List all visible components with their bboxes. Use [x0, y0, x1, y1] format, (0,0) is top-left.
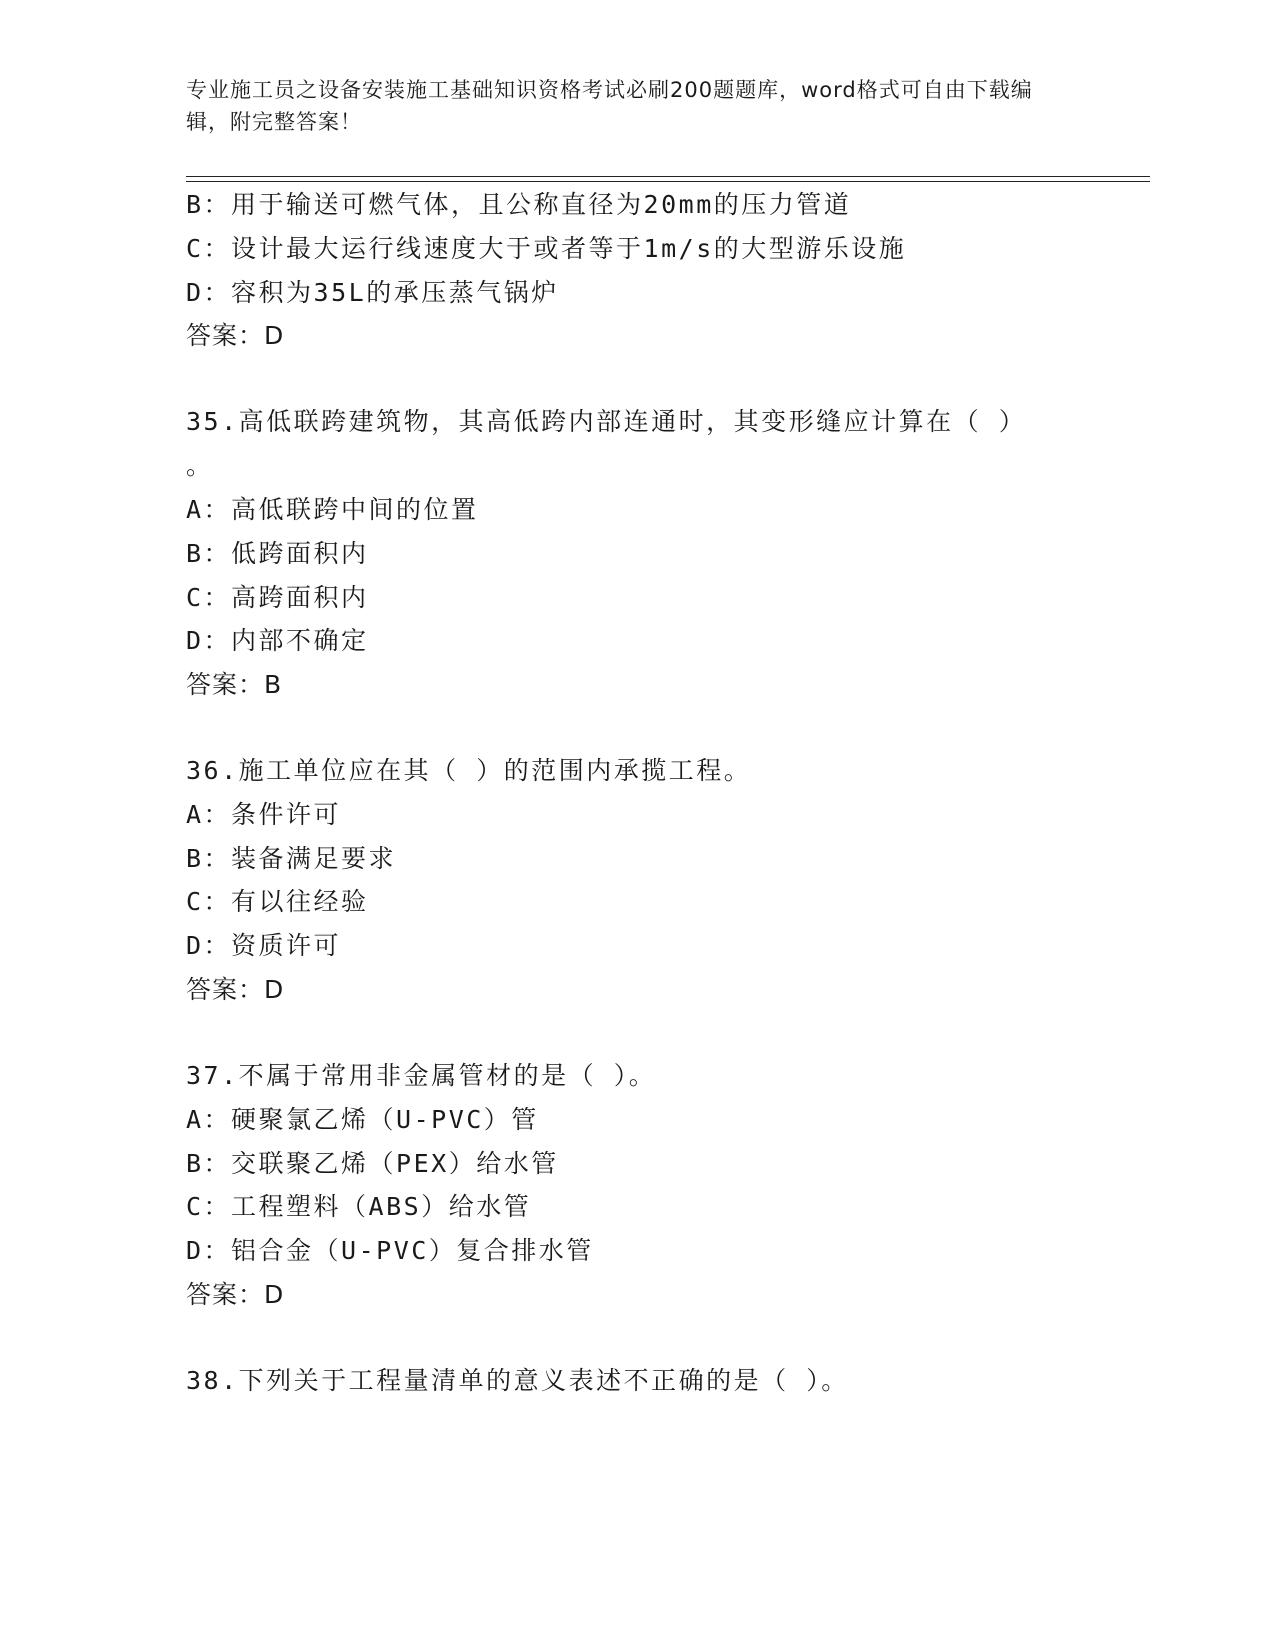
q36-option-d: D：资质许可	[186, 931, 342, 960]
q35-answer: 答案：B	[186, 670, 283, 699]
q36-answer: 答案：D	[186, 975, 285, 1004]
q35-option-d: D：内部不确定	[186, 626, 369, 655]
q37-option-c: C：工程塑料（ABS）给水管	[186, 1192, 532, 1221]
q34-answer: 答案：D	[186, 321, 285, 350]
q37-option-d: D：铝合金（U-PVC）复合排水管	[186, 1236, 594, 1265]
q35-question: 35.高低联跨建筑物，其高低跨内部连通时，其变形缝应计算在（ ）	[186, 407, 1027, 436]
q36-option-c: C：有以往经验	[186, 887, 369, 916]
q37-question: 37.不属于常用非金属管材的是（ ）。	[186, 1061, 657, 1090]
header-divider-top	[186, 176, 1150, 177]
q35-option-c: C：高跨面积内	[186, 583, 369, 612]
q35-option-a: A：高低联跨中间的位置	[186, 495, 479, 524]
q37-answer: 答案：D	[186, 1280, 285, 1309]
q38-question: 38.下列关于工程量清单的意义表述不正确的是（ ）。	[186, 1366, 849, 1395]
q35-question-cont: 。	[186, 451, 214, 480]
q35-option-b: B：低跨面积内	[186, 539, 369, 568]
q36-question: 36.施工单位应在其（ ）的范围内承揽工程。	[186, 756, 752, 785]
header-divider-bottom	[186, 181, 1150, 182]
q34-option-b: B：用于输送可燃气体，且公称直径为20mm的压力管道	[186, 190, 852, 219]
q34-option-c: C：设计最大运行线速度大于或者等于1m/s的大型游乐设施	[186, 234, 907, 263]
q37-option-b: B：交联聚乙烯（PEX）给水管	[186, 1149, 559, 1178]
document-header: 专业施工员之设备安装施工基础知识资格考试必刷200题题库，word格式可自由下载编辑，附完整答案！	[186, 78, 1033, 134]
q36-option-a: A：条件许可	[186, 800, 342, 829]
q36-option-b: B：装备满足要求	[186, 844, 397, 873]
q34-option-d: D：容积为35L的承压蒸气锅炉	[186, 278, 559, 307]
q37-option-a: A：硬聚氯乙烯（U-PVC）管	[186, 1105, 539, 1134]
